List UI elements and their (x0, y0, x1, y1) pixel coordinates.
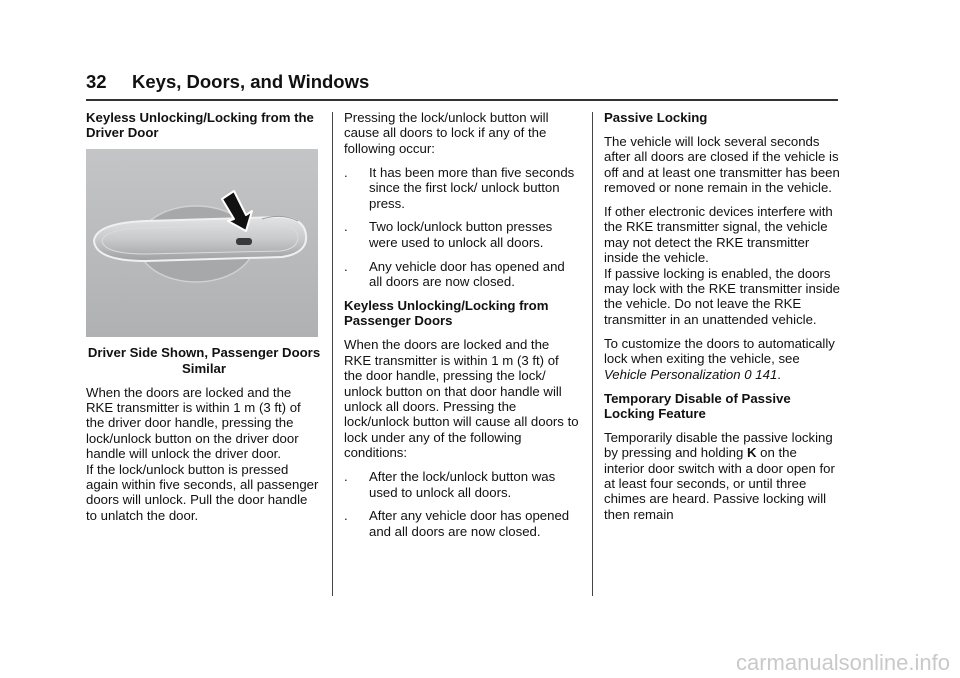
section-heading-temporary-disable: Temporary Disable of Passive Locking Feature (604, 390, 791, 421)
header-rule (86, 99, 838, 101)
section-heading-passenger-doors: Keyless Unlocking/Locking from Passenger Doors (344, 298, 549, 329)
paragraph: If the lock/unlock button is pressed again within five seconds, all passenger doors will unlock. Pull the door handle to unlatch the door. (86, 461, 319, 523)
section-heading-passive-locking: Passive Locking (604, 110, 708, 125)
section-heading-driver-door: Keyless Unlocking/Locking from the Driver Door (86, 110, 314, 141)
door-handle-with-arrow-icon (86, 149, 318, 337)
column-3 (604, 110, 840, 531)
list-item: . After any vehicle door has opened and all doors are now closed. (344, 508, 570, 539)
paragraph: Temporarily disable the passive locking by pressing and holding K on the interior door switch with a door open for at least four seconds, or until three chimes are heard. Passive locking will then remain (604, 429, 835, 522)
list-item: . Two lock/unlock button presses were used to unlock all doors. (344, 219, 553, 250)
page-number: 32 (86, 71, 107, 92)
paragraph: The vehicle will lock several seconds after all doors are closed if the vehicle is off and at least one transmitter has been removed or none remain in the vehicle. (604, 133, 840, 196)
chapter-title: Keys, Doors, and Windows (132, 71, 370, 92)
lock-key-icon: K (746, 445, 757, 461)
paragraph: To customize the doors to automatically lock when exiting the vehicle, see Vehicle Personalization 0 141. (604, 335, 835, 382)
page-reference: 0 141 (744, 366, 778, 382)
list-item: . It has been more than five seconds since the first lock/ unlock button press. (344, 164, 575, 211)
bullet-list (344, 469, 580, 539)
paragraph: When the doors are locked and the RKE transmitter is within 1 m (3 ft) of the driver door handle, pressing the lock/unlock button on the driver door handle will unlock the driver door. (86, 384, 301, 462)
vehicle-personalization-link[interactable]: Vehicle Personalization (604, 366, 741, 382)
list-item: . After the lock/unlock button was used to unlock all doors. (344, 469, 556, 500)
column-divider (332, 112, 333, 596)
column-divider (592, 112, 593, 596)
paragraph: When the doors are locked and the RKE transmitter is within 1 m (3 ft) of the door handle, pressing the lock/ unlock button on that door handle will unlock all doors. Pressing the lock/unlock button will cause all doors to lock under any of the following conditions: (344, 337, 579, 461)
figure-caption: Driver Side Shown, Passenger Doors Similar (87, 345, 321, 376)
column-1 (86, 110, 322, 532)
page-header (86, 70, 838, 94)
paragraph: If passive locking is enabled, the doors may lock with the RKE transmitter inside the vehicle. Do not leave the RKE transmitter in an unattended vehicle. (604, 265, 840, 327)
list-item: . Any vehicle door has opened and all doors are now closed. (344, 258, 565, 290)
paragraph: Pressing the lock/unlock button will cause all doors to lock if any of the following occur: (344, 110, 549, 156)
watermark: carmanualsonline.info (735, 650, 950, 675)
column-2 (344, 110, 580, 548)
bullet-list (344, 165, 580, 290)
paragraph: If other electronic devices interfere with the RKE transmitter signal, the vehicle may not detect the RKE transmitter inside the vehicle. (604, 204, 833, 266)
door-handle-figure (86, 149, 318, 337)
